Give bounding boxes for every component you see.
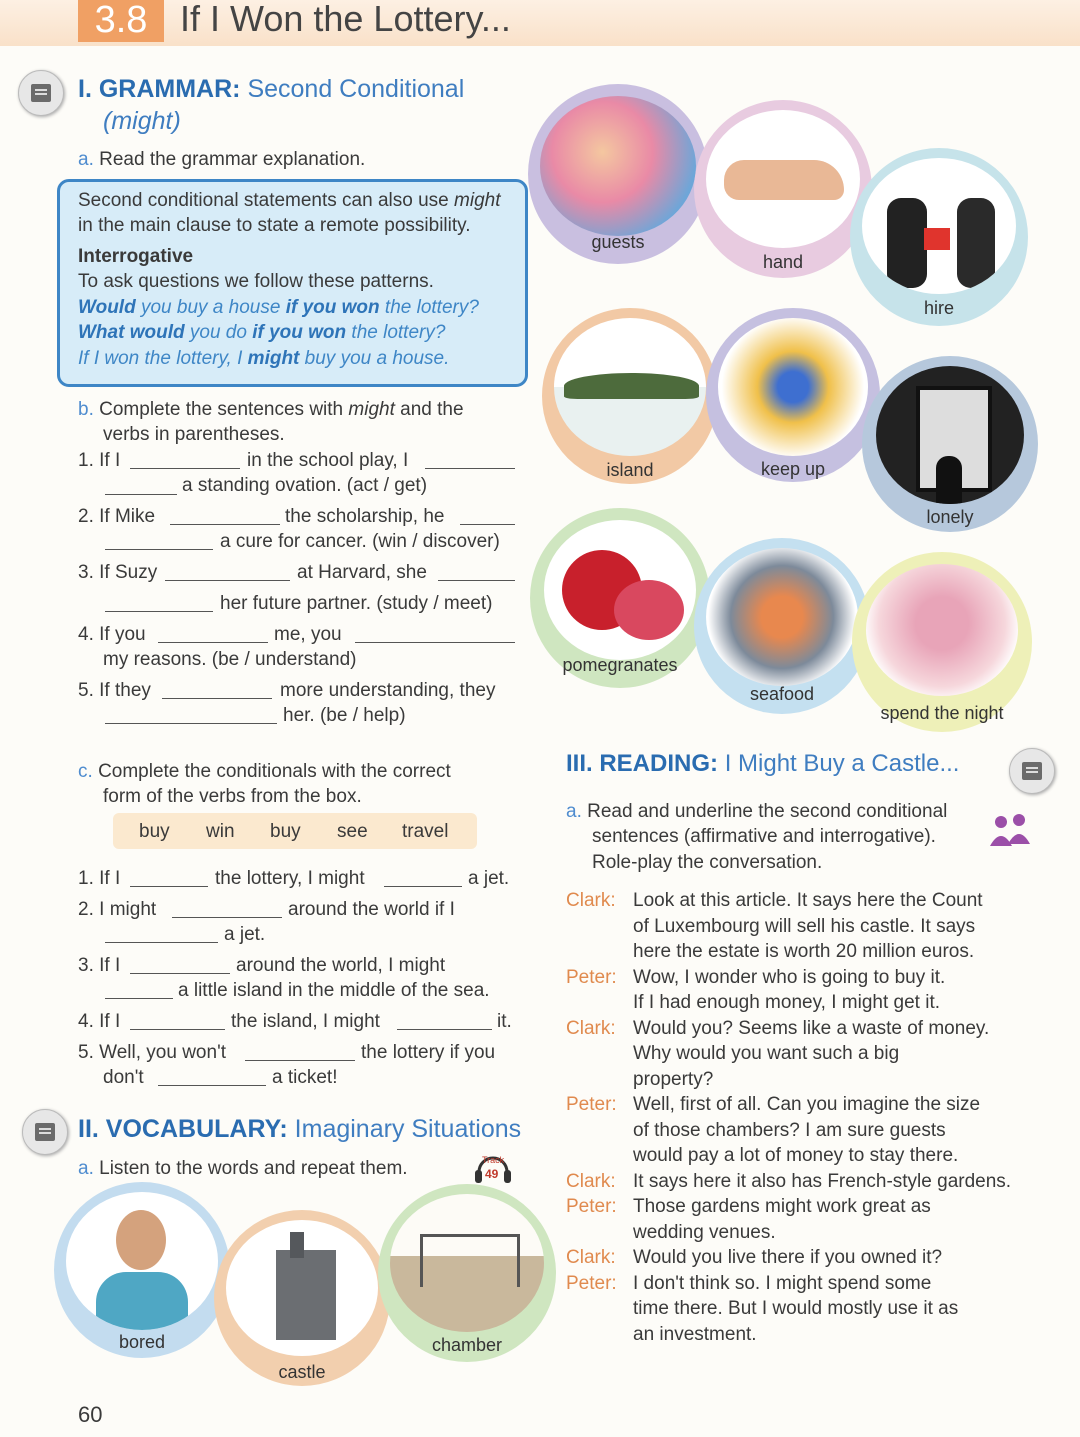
grammar-box-heading: Interrogative — [78, 246, 194, 267]
vocab-label: guests — [591, 232, 645, 252]
speaker-name: Peter: — [566, 1196, 617, 1217]
speaker-name: Peter: — [566, 966, 617, 988]
text: a little island in the middle of the sea. — [178, 980, 490, 1001]
exercise-b-item — [78, 448, 120, 473]
answer-blank[interactable] — [460, 506, 515, 525]
speaker-name: Clark: — [566, 1017, 616, 1039]
text: If I won the lottery, I — [78, 348, 248, 369]
text: might — [348, 399, 395, 420]
reading-topic: I Might Buy a Castle... — [724, 750, 960, 777]
text: her future partner. (study / meet) — [220, 593, 493, 614]
instruction-text: Read the grammar explanation. — [99, 149, 366, 170]
answer-blank[interactable] — [105, 980, 173, 999]
text: What would — [78, 322, 185, 343]
exercise-c-instruction-2: form of the verbs from the box. — [103, 786, 362, 807]
word-box-word: buy — [270, 821, 301, 842]
speaker-name: Peter: — [566, 1272, 617, 1294]
vocab-card-island — [542, 308, 718, 484]
dialogue-text: here the estate is worth 20 million euros. — [633, 941, 975, 962]
exercise-b-instruction — [78, 397, 464, 422]
vocab-label: chamber — [431, 1335, 503, 1355]
answer-blank[interactable] — [105, 924, 218, 943]
item-number: 5. — [78, 680, 94, 701]
text: if you won — [285, 297, 380, 318]
text: the lottery? — [351, 322, 446, 343]
exercise-c-instruction — [78, 759, 451, 784]
vocab-label: seafood — [749, 684, 815, 704]
grammar-roman: I. GRAMMAR: — [78, 75, 241, 103]
word-box-word: travel — [402, 821, 449, 842]
unit-number: 3.8 — [78, 0, 164, 42]
answer-blank[interactable] — [438, 562, 515, 581]
dialogue-text: Would you? Seems like a waste of money. — [633, 1017, 990, 1039]
text: and the — [394, 399, 464, 420]
sleepover-photo — [866, 564, 1018, 696]
vocab-label: hand — [762, 252, 804, 272]
vocab-card-guests — [528, 84, 708, 264]
vocab-label: bored — [118, 1332, 166, 1352]
track-label: Track — [482, 1155, 505, 1165]
dialogue-text: property? — [633, 1068, 714, 1090]
answer-blank[interactable] — [245, 1042, 355, 1061]
answer-blank[interactable] — [105, 476, 177, 495]
vocab-roman: II. VOCABULARY: — [78, 1115, 288, 1143]
grammar-a-instruction — [78, 147, 365, 172]
text: Well, you won't — [99, 1042, 226, 1063]
text: buy you a house. — [299, 348, 450, 369]
item-number: 3. — [78, 562, 94, 583]
exercise-b-item — [78, 622, 146, 647]
text: Would — [78, 297, 136, 318]
handshake-photo — [862, 158, 1016, 294]
dialogue-line — [566, 1092, 981, 1117]
vocab-card-spend-the-night — [852, 552, 1032, 732]
pair-work-icon — [988, 812, 1032, 848]
dialogue-line — [566, 965, 946, 990]
grammar-pattern-2 — [78, 320, 445, 345]
text: If they — [99, 680, 151, 701]
dialogue-text: Would you live there if you owned it? — [633, 1247, 943, 1268]
speaker-name: Peter: — [566, 1094, 617, 1115]
answer-blank[interactable] — [170, 506, 280, 525]
text: a jet. — [468, 868, 510, 889]
speaker-name: Clark: — [566, 1170, 616, 1192]
answer-blank[interactable] — [397, 1011, 492, 1030]
word-box-word: buy — [139, 821, 170, 842]
text: a ticket! — [272, 1067, 338, 1088]
text: the scholarship, he — [285, 506, 445, 527]
text: Complete the sentences with — [99, 399, 349, 420]
vocab-card-pomegranates — [530, 508, 710, 688]
dialogue-line — [566, 888, 983, 913]
answer-blank[interactable] — [384, 868, 462, 887]
dialogue-text: It says here it also has French-style gardens. — [633, 1170, 1012, 1192]
grammar-topic: Second Conditional — [247, 75, 465, 103]
grammar-pattern-3 — [78, 346, 449, 371]
dialogue-text: of those chambers? I am sure guests — [633, 1119, 946, 1141]
text: Read and underline the second conditional — [587, 801, 948, 822]
text: a standing ovation. (act / get) — [182, 475, 428, 496]
grammar-pattern-1 — [78, 295, 479, 320]
dialogue-text: Those gardens might work great as — [633, 1196, 931, 1217]
exercise-c-item — [78, 953, 120, 978]
exercise-b-item — [78, 678, 151, 703]
text: in the school play, I — [247, 450, 409, 471]
grammar-topic-2-text: (might) — [103, 107, 181, 135]
exercise-b-item — [78, 560, 157, 585]
text: a jet. — [224, 924, 266, 945]
answer-blank[interactable] — [162, 680, 272, 699]
answer-blank[interactable] — [130, 450, 240, 469]
headphones-icon[interactable] — [473, 1150, 513, 1186]
dialogue-text: an investment. — [633, 1323, 757, 1345]
answer-blank[interactable] — [425, 450, 515, 469]
exercise-c-item — [78, 1009, 120, 1034]
text: around the world if I — [288, 899, 455, 920]
dialogue-line — [566, 1016, 990, 1041]
dialogue-line — [566, 1271, 932, 1296]
pomegranate-photo — [544, 520, 696, 660]
dialogue-text: Wow, I wonder who is going to buy it. — [633, 966, 946, 988]
text: the lottery? — [384, 297, 479, 318]
vocab-card-hand — [694, 100, 872, 278]
book-icon[interactable] — [1009, 748, 1055, 794]
vocab-label: hire — [923, 298, 954, 318]
dialogue-text: of Luxembourg will sell his castle. It says — [633, 915, 976, 937]
exercise-b-item — [78, 504, 155, 529]
vocab-label: island — [606, 460, 654, 480]
track-number: 49 — [485, 1167, 499, 1181]
answer-blank[interactable] — [105, 531, 213, 550]
dialogue-line — [566, 1194, 931, 1219]
item-number: 1. — [78, 868, 94, 889]
dialogue-text: I don't think so. I might spend some — [633, 1272, 932, 1294]
dialogue-text: would pay a lot of money to stay there. — [633, 1145, 959, 1166]
dialogue-text: time there. But I would mostly use it as — [633, 1298, 959, 1319]
text: If I — [99, 1011, 121, 1032]
dialogue-text: wedding venues. — [633, 1221, 776, 1243]
text: If I — [99, 955, 121, 976]
reading-heading — [566, 750, 959, 778]
text: my reasons. (be / understand) — [103, 649, 357, 670]
vocab-card-hire — [850, 148, 1028, 326]
text: Second conditional statements can also use — [78, 190, 455, 211]
vocab-label: pomegranates — [562, 655, 678, 675]
juggling-photo — [718, 318, 868, 456]
text: sentences (affirmative and interrogative). — [592, 826, 936, 847]
item-number: 4. — [78, 1011, 94, 1032]
reading-a-instruction — [566, 799, 947, 824]
text: don't — [103, 1067, 144, 1088]
text: more understanding, they — [280, 680, 496, 701]
castle-photo — [226, 1220, 378, 1356]
book-icon[interactable] — [18, 70, 64, 116]
vocabulary-heading — [78, 1115, 521, 1144]
text: a cure for cancer. (win / discover) — [220, 531, 500, 552]
item-number: 5. — [78, 1042, 94, 1063]
exercise-letter: a. — [78, 1158, 94, 1179]
vocab-label: castle — [278, 1362, 326, 1382]
exercise-c-item — [78, 1040, 226, 1065]
answer-blank[interactable] — [158, 624, 268, 643]
party-photo — [540, 96, 696, 236]
item-number: 2. — [78, 899, 94, 920]
grammar-heading — [78, 75, 464, 104]
text: around the world, I might — [236, 955, 446, 976]
text: at Harvard, she — [297, 562, 427, 583]
word-box-word: see — [337, 821, 368, 842]
vocab-card-lonely — [862, 356, 1038, 532]
reading-roman: III. READING: — [566, 750, 719, 777]
dialogue-text: Why would you want such a big — [633, 1043, 900, 1064]
exercise-b-instruction-2: verbs in parentheses. — [103, 424, 285, 445]
dialogue-text: Look at this article. It says here the Count — [633, 890, 983, 911]
text: you buy a house — [140, 297, 281, 318]
answer-blank[interactable] — [355, 624, 515, 643]
answer-blank[interactable] — [130, 955, 230, 974]
vocab-a-instruction — [78, 1156, 408, 1181]
word-box-word: win — [206, 821, 235, 842]
window-photo — [876, 366, 1024, 504]
text: I might — [99, 899, 157, 920]
text: might — [454, 190, 501, 211]
text: the lottery if you — [361, 1042, 496, 1063]
hand-photo — [706, 110, 860, 248]
text: Role-play the conversation. — [592, 852, 823, 873]
item-number: 3. — [78, 955, 94, 976]
vocab-label: lonely — [926, 507, 974, 527]
vocab-label: keep up — [760, 459, 826, 479]
vocab-card-castle — [214, 1210, 390, 1386]
text: If I — [99, 450, 121, 471]
item-number: 2. — [78, 506, 94, 527]
bored-man-photo — [66, 1192, 218, 1330]
vocab-label: spend the night — [880, 703, 1004, 723]
text: If Mike — [99, 506, 156, 527]
text: might — [247, 348, 300, 369]
dialogue-text: If I had enough money, I might get it. — [633, 992, 940, 1013]
text: If you — [99, 624, 146, 645]
exercise-letter: a. — [78, 149, 94, 170]
grammar-box-intro: To ask questions we follow these patterns. — [78, 271, 434, 292]
vocab-card-chamber — [378, 1184, 556, 1362]
grammar-box-line1 — [78, 188, 500, 213]
exercise-letter: c. — [78, 761, 93, 782]
text: Complete the conditionals with the correct — [98, 761, 451, 782]
page-number: 60 — [78, 1402, 103, 1427]
text: if you won — [252, 322, 347, 343]
text: her. (be / help) — [283, 705, 406, 726]
exercise-c-item — [78, 866, 120, 891]
text: you do — [189, 322, 247, 343]
vocab-topic: Imaginary Situations — [294, 1115, 522, 1143]
item-number: 1. — [78, 450, 94, 471]
text: If I — [99, 868, 121, 889]
dialogue-text: Well, first of all. Can you imagine the size — [633, 1094, 981, 1115]
seafood-photo — [706, 548, 858, 686]
answer-blank[interactable] — [105, 593, 213, 612]
speaker-name: Clark: — [566, 890, 616, 911]
text: me, you — [274, 624, 342, 645]
answer-blank[interactable] — [130, 1011, 225, 1030]
text: the lottery, I might — [215, 868, 365, 889]
exercise-letter: a. — [566, 801, 582, 822]
answer-blank[interactable] — [165, 562, 290, 581]
exercise-c-item — [78, 897, 156, 922]
answer-blank[interactable] — [130, 868, 208, 887]
text: the island, I might — [231, 1011, 380, 1032]
book-icon[interactable] — [22, 1109, 68, 1155]
text: If Suzy — [99, 562, 158, 583]
answer-blank[interactable] — [158, 1067, 266, 1086]
grammar-topic-2 — [103, 107, 181, 136]
text: it. — [497, 1011, 512, 1032]
text: Listen to the words and repeat them. — [99, 1158, 408, 1179]
grammar-box-line2: in the main clause to state a remote possibility. — [78, 215, 471, 236]
bedroom-photo — [390, 1194, 544, 1332]
item-number: 4. — [78, 624, 94, 645]
exercise-letter: b. — [78, 399, 94, 420]
vocab-card-seafood — [694, 538, 870, 714]
dialogue-line — [566, 1169, 1012, 1194]
unit-title: If I Won the Lottery... — [180, 0, 511, 39]
answer-blank[interactable] — [105, 705, 277, 724]
answer-blank[interactable] — [172, 899, 282, 918]
island-photo — [554, 318, 706, 456]
dialogue-line — [566, 1245, 943, 1270]
speaker-name: Clark: — [566, 1247, 616, 1268]
vocab-card-keep-up — [706, 308, 880, 482]
vocab-card-bored — [54, 1182, 230, 1358]
